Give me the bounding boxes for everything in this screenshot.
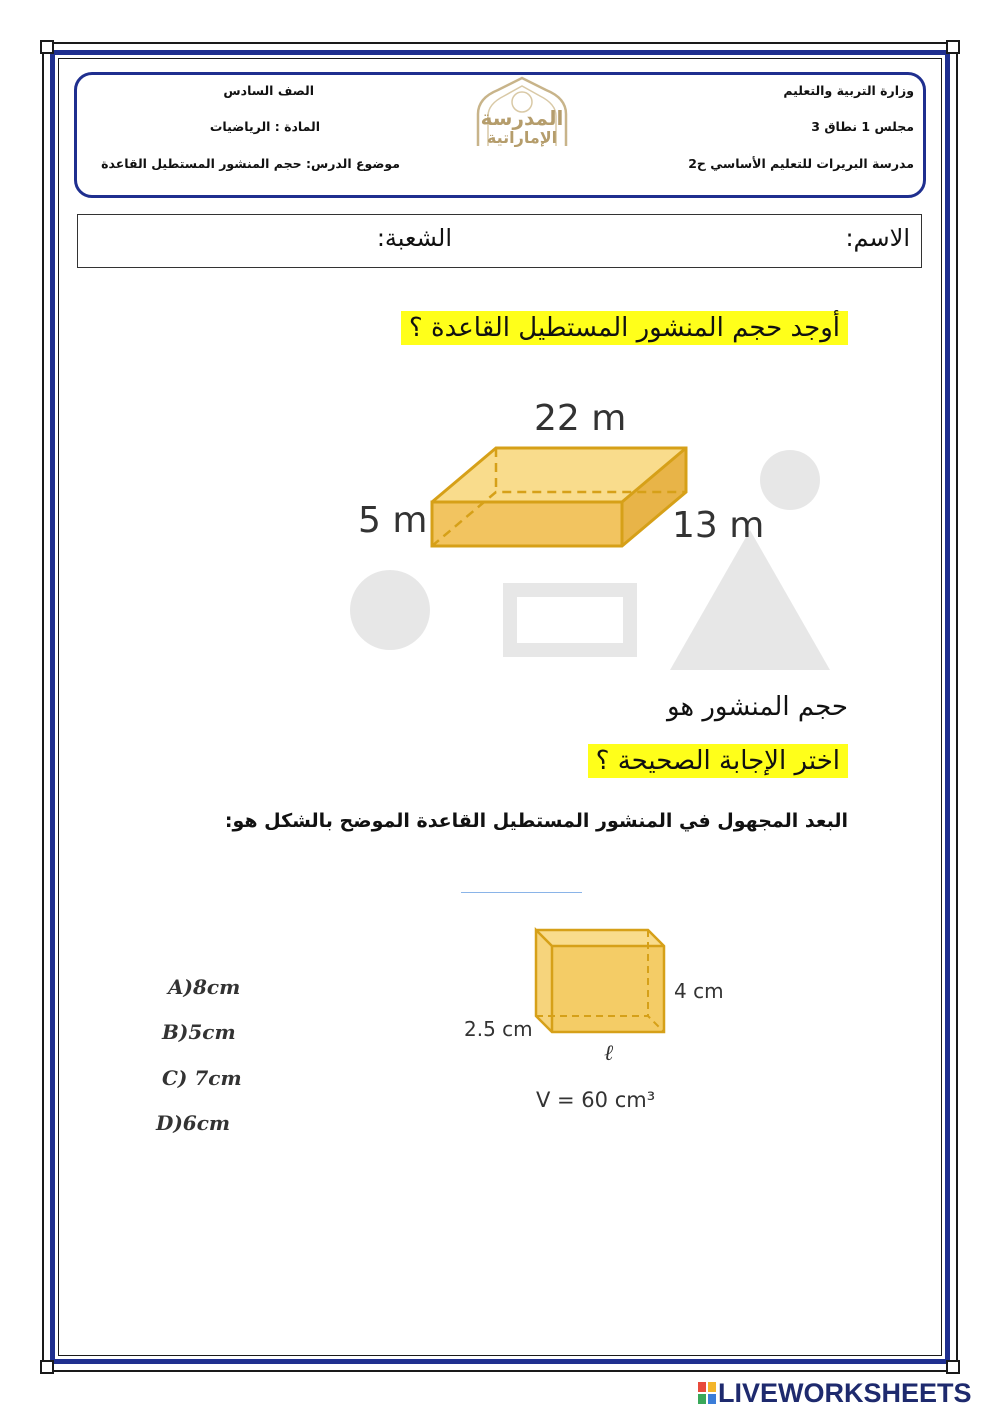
student-info-box: [77, 214, 922, 268]
dim-length-l: ℓ: [604, 1041, 614, 1066]
volume-label: V = 60 cm³: [536, 1088, 656, 1112]
dim-width-2-5cm: 2.5 cm: [464, 1017, 533, 1041]
school-logo: [468, 74, 576, 150]
corner-ornament: [946, 1360, 960, 1374]
question2-heading: اختر الإجابة الصحيحة ؟: [588, 744, 848, 778]
school-label: مدرسة البريرات للتعليم الأساسي ح2: [688, 156, 914, 171]
choice-d[interactable]: D)6cm: [156, 1111, 231, 1135]
prism-figure-2: [532, 926, 668, 1038]
choice-b[interactable]: B)5cm: [162, 1020, 236, 1044]
logo-line-2: الإماراتية: [486, 128, 558, 147]
corner-ornament: [40, 1360, 54, 1374]
prism-figure-1: [428, 440, 690, 552]
lesson-label: موضوع الدرس: حجم المنشور المستطيل القاعدة: [101, 156, 400, 171]
name-label: الاسم:: [845, 224, 910, 252]
ministry-label: وزارة التربية والتعليم: [783, 83, 914, 98]
liveworksheets-brand[interactable]: LIVEWORKSHEETS: [718, 1378, 972, 1408]
dim-right-13m: 13 m: [672, 505, 765, 546]
logo-line-1: المدرسة: [480, 106, 564, 130]
dim-top-22m: 22 m: [534, 398, 627, 439]
choice-a[interactable]: A)8cm: [168, 975, 241, 999]
corner-ornament: [40, 40, 54, 54]
choice-c[interactable]: C) 7cm: [162, 1066, 242, 1090]
answer-label: حجم المنشور هو: [666, 692, 848, 722]
liveworksheets-logo-icon: [698, 1382, 716, 1404]
subject-label: المادة : الرياضيات: [209, 119, 320, 134]
question1-prompt: أوجد حجم المنشور المستطيل القاعدة ؟: [401, 311, 848, 345]
question2-prompt: البعد المجهول في المنشور المستطيل القاعدة الموضح بالشكل هو:: [224, 810, 848, 832]
corner-ornament: [946, 40, 960, 54]
dim-height-4cm: 4 cm: [674, 979, 724, 1003]
answer-line: [461, 892, 582, 893]
grade-label: الصف السادس: [223, 83, 314, 98]
council-label: مجلس 1 نطاق 3: [811, 119, 914, 134]
section-label: الشعبة:: [376, 224, 452, 252]
dim-left-5m: 5 m: [358, 500, 428, 541]
